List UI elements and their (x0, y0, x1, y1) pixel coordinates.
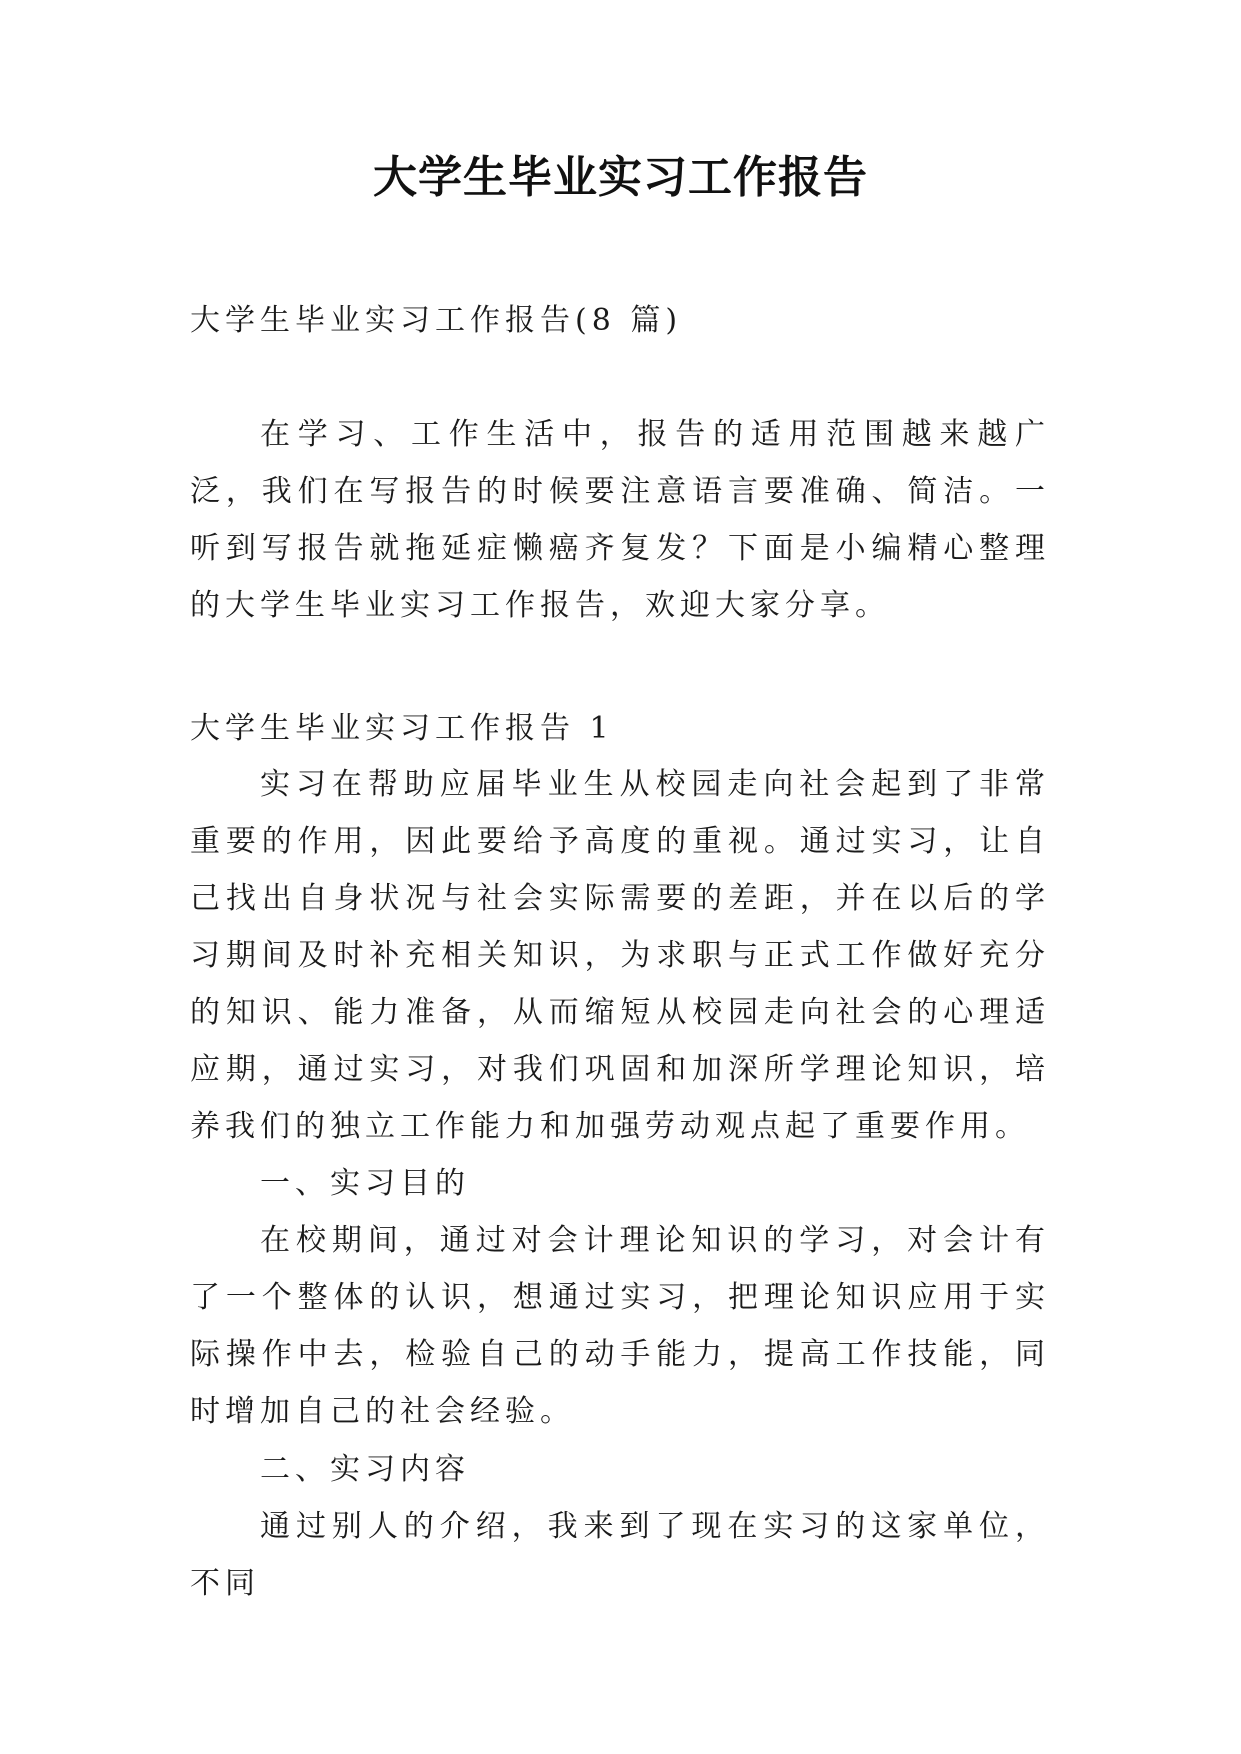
intro-paragraph: 在学习、工作生活中，报告的适用范围越来越广泛，我们在写报告的时候要注意语言要准确、简洁。一听到写报告就拖延症懒癌齐复发？下面是小编精心整理的大学生毕业实习工作报告，欢迎大家分享。 (190, 417, 1050, 623)
body-paragraph-1: 实习在帮助应届毕业生从校园走向社会起到了非常重要的作用，因此要给予高度的重视。通过实习，让自己找出自身状况与社会实际需要的差距，并在以后的学习期间及时补充相关知识，为求职与正式工作做好充分的知识、能力准备，从而缩短从校园走向社会的心理适应期，通过实习，对我们巩固和加深所学理论知识，培养我们的独立工作能力和加强劳动观点起了重要作用。 (190, 767, 1050, 1144)
body-paragraph-3: 通过别人的介绍，我来到了现在实习的这家单位，不同 (190, 1509, 1050, 1601)
document-title: 大学生毕业实习工作报告 (373, 152, 868, 203)
document-subtitle: 大学生毕业实习工作报告(8 篇) (190, 303, 683, 338)
section-title: 大学生毕业实习工作报告 1 (190, 711, 614, 746)
body-paragraph-2: 在校期间，通过对会计理论知识的学习，对会计有了一个整体的认识，想通过实习，把理论知识应用于实际操作中去，检验自己的动手能力，提高工作技能，同时增加自己的社会经验。 (190, 1223, 1050, 1429)
heading-internship-content: 二、实习内容 (260, 1452, 470, 1487)
heading-internship-purpose: 一、实习目的 (260, 1166, 470, 1201)
